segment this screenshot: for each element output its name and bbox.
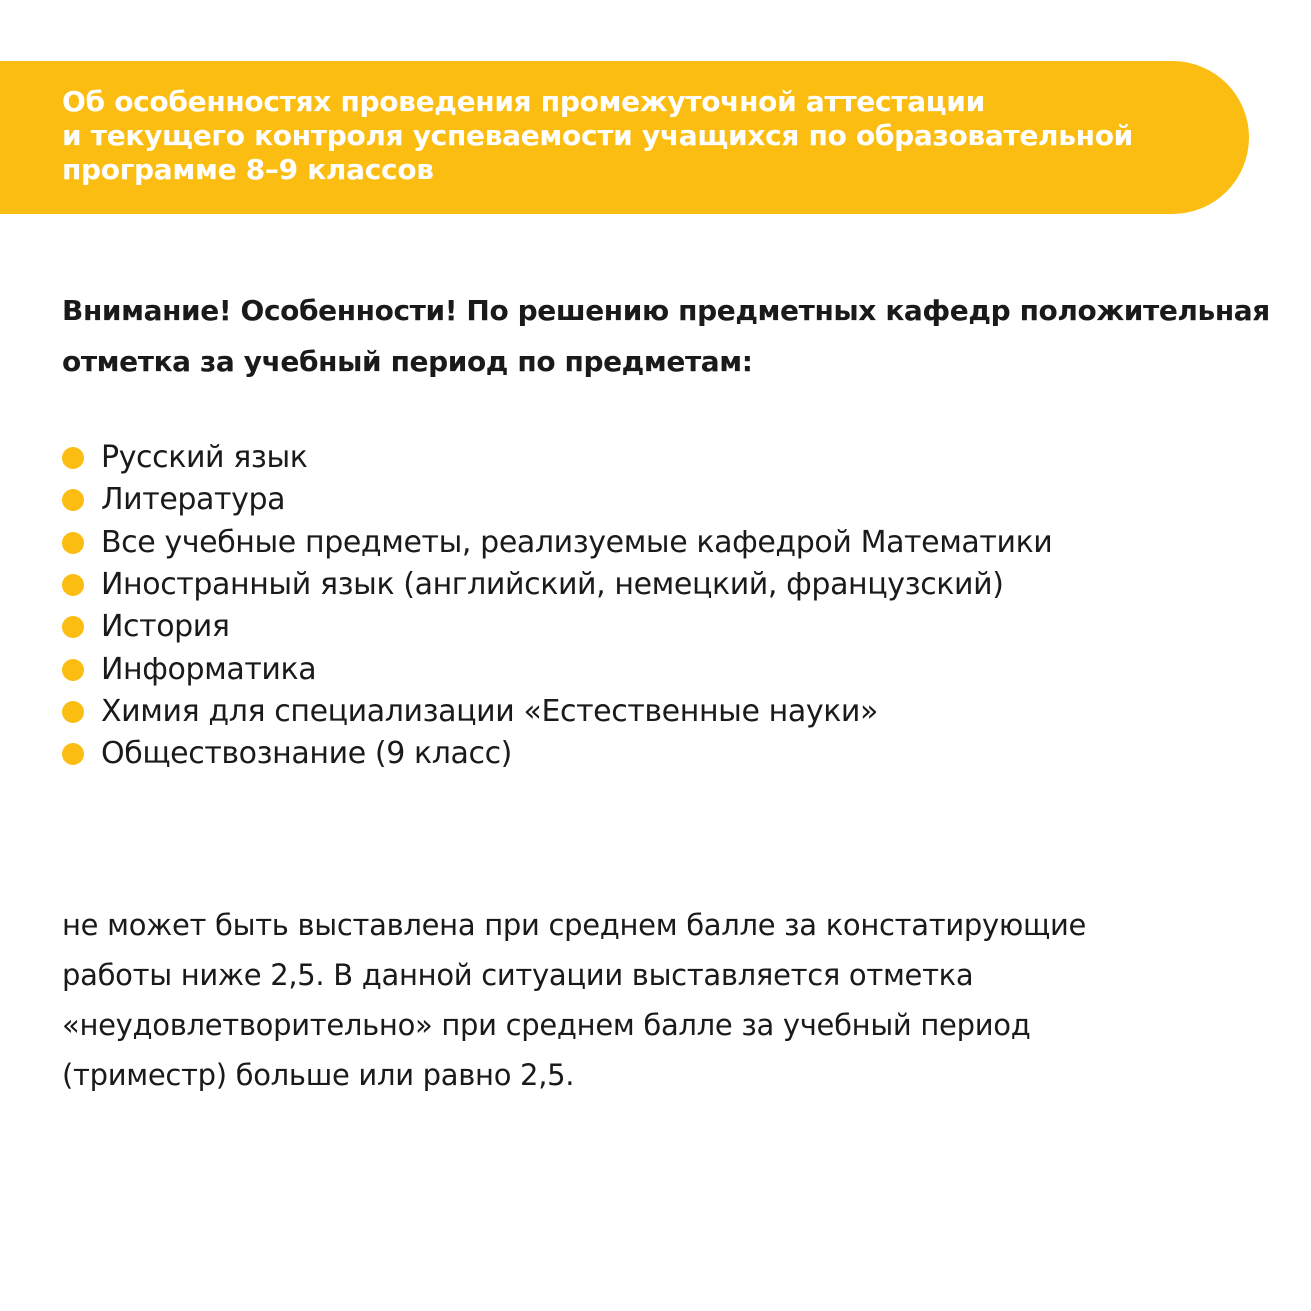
header-banner [0, 61, 1249, 214]
subject-label: Химия для специализации «Естественные науки» [101, 693, 878, 729]
bullet-dot-icon [62, 447, 84, 469]
bullet-dot-icon [62, 532, 84, 554]
list-item [62, 479, 1052, 521]
closing-paragraph [62, 900, 1262, 1100]
bullet-dot-icon [62, 574, 84, 596]
subject-label: Русский язык [101, 440, 308, 476]
page-title-line: программе 8–9 классов [62, 153, 434, 186]
subject-label: Литература [101, 482, 286, 518]
closing-line: (триместр) больше или равно 2,5. [62, 1058, 575, 1092]
closing-line: «неудовлетворительно» при среднем балле за учебный период [62, 1008, 1031, 1042]
attention-paragraph [62, 285, 1302, 387]
page-title-line: Об особенностях проведения промежуточной аттестации [62, 85, 985, 118]
bullet-dot-icon [62, 701, 84, 723]
subject-label: Иностранный язык (английский, немецкий, французский) [101, 567, 1004, 603]
page-title-line: и текущего контроля успеваемости учащихся по образовательной [62, 119, 1133, 152]
list-item [62, 733, 1052, 775]
list-item [62, 564, 1052, 606]
bullet-dot-icon [62, 659, 84, 681]
page-title [62, 85, 1249, 187]
bullet-dot-icon [62, 489, 84, 511]
subject-label: История [101, 609, 230, 645]
list-item [62, 437, 1052, 479]
subject-label: Информатика [101, 651, 317, 687]
list-item [62, 522, 1052, 564]
list-item [62, 606, 1052, 648]
subject-label: Обществознание (9 класс) [101, 736, 512, 772]
list-item [62, 691, 1052, 733]
closing-line: работы ниже 2,5. В данной ситуации выставляется отметка [62, 958, 974, 992]
closing-line: не может быть выставлена при среднем балле за констатирующие [62, 908, 1087, 942]
bullet-dot-icon [62, 743, 84, 765]
attention-line: Внимание! Особенности! По решению предметных кафедр положительная [62, 294, 1270, 327]
list-item [62, 648, 1052, 690]
subject-label: Все учебные предметы, реализуемые кафедрой Математики [101, 524, 1053, 560]
bullet-dot-icon [62, 616, 84, 638]
attention-line: отметка за учебный период по предметам: [62, 345, 753, 378]
subject-list [62, 437, 1052, 775]
